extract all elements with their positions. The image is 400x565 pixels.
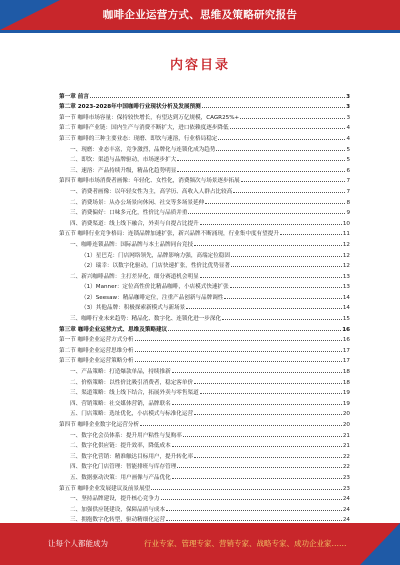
toc-page-number: 13 [342, 273, 350, 280]
toc-entry[interactable] [59, 502, 350, 513]
toc-heading: 内容目录 [169, 58, 230, 73]
toc-page-number: 14 [342, 294, 350, 301]
toc-entry-text: 三、渠道策略：线上线下结合，拓展外卖与零售渠道 [70, 390, 199, 397]
toc-leader-dots [231, 266, 342, 267]
toc-entry[interactable] [59, 269, 350, 280]
toc-leader-dots [194, 457, 342, 458]
toc-entry[interactable] [59, 248, 350, 259]
toc-entry[interactable] [59, 131, 350, 142]
toc-entry-text: 第五节 咖啡行业竞争格局：连锁品牌加速扩张，新兴品牌不断涌现，行业集中度有望提升 [59, 231, 279, 238]
toc-entry[interactable] [59, 206, 350, 217]
toc-leader-dots [90, 97, 345, 98]
toc-page-number: 4 [346, 125, 350, 132]
toc-entry-text: （2）Seesaw：精品咖啡定位，注重产品创新与品牌调性 [81, 294, 224, 301]
toc-entry[interactable] [59, 184, 350, 195]
toc-entry[interactable] [59, 428, 350, 439]
toc-page-number: 3 [346, 93, 350, 100]
toc-page-number: 6 [346, 167, 350, 174]
toc-entry-text: 二、加强供应链建设，保障品质与成本 [70, 506, 166, 513]
toc-leader-dots [177, 467, 342, 468]
toc-entry[interactable] [59, 439, 350, 450]
toc-entry-text: 二、新兴咖啡品牌：主打差异化，细分赛道机会明显 [70, 273, 199, 280]
toc-entry-text: 第二节 咖啡产业链：国内生产与消费不断扩大，进口依赖度逐步降低 [59, 125, 229, 132]
toc-entry[interactable] [59, 354, 350, 365]
toc-leader-dots [166, 520, 342, 521]
toc-entry-text: 三、数字化营销：精准触达目标用户，提升转化率 [70, 453, 194, 460]
toc-leader-dots [222, 319, 342, 320]
toc-page-number: 11 [342, 231, 350, 238]
toc-leader-dots [188, 213, 345, 214]
toc-entry-text: 一、现磨：业态丰富，竞争激烈，品牌化与连锁化成为趋势 [70, 146, 216, 153]
toc-page-number: 19 [342, 390, 350, 397]
toc-page-number: 21 [342, 432, 350, 439]
toc-entry-text: 二、价格策略：以性价比吸引消费者，稳定客单价 [70, 379, 194, 386]
toc-entry[interactable] [59, 100, 350, 111]
toc-entry[interactable] [59, 322, 350, 333]
toc-entry[interactable] [59, 216, 350, 227]
header-blue-rule [0, 30, 400, 33]
toc-page-number: 5 [346, 146, 350, 153]
toc-page-number: 21 [342, 443, 350, 450]
toc-entry-text: 第一节 咖啡市场容量：保持较快增长，有望达到万亿规模，CAGR25%+ [59, 114, 240, 121]
toc-page-number: 13 [342, 284, 350, 291]
report-title: 咖啡企业运营方式、思维及策略研究报告 [102, 9, 298, 21]
toc-entry-text: 三、拥抱数字化转型，驱动精细化运营 [70, 517, 166, 524]
toc-entry-text: 一、数字化会员体系：提升用户粘性与复购率 [70, 432, 182, 439]
toc-entry[interactable] [59, 470, 350, 481]
footer-tagline: 行业专家、管理专家、营销专家、战略专家、成功企业家…… [144, 539, 347, 548]
toc-entry[interactable] [59, 375, 350, 386]
toc-page-number: 16 [342, 326, 350, 333]
toc-entry-text: 三、消费偏好：口味多元化，性价比与品质并重 [70, 210, 188, 217]
toc-page-number: 23 [342, 485, 350, 492]
toc-leader-dots [216, 150, 345, 151]
toc-leader-dots [168, 330, 341, 331]
toc-page-number: 15 [342, 316, 350, 323]
toc-entry[interactable] [59, 174, 350, 185]
toc-leader-dots [194, 414, 342, 415]
toc-entry[interactable] [59, 407, 350, 418]
toc-leader-dots [233, 192, 345, 193]
table-of-contents [59, 89, 350, 534]
toc-leader-dots [135, 351, 342, 352]
toc-entry-text: （2）瑞幸：以数字化驱动，门店快速扩张，性价比优势显著 [81, 263, 230, 270]
toc-page-number: 12 [342, 241, 350, 248]
toc-leader-dots [186, 308, 342, 309]
toc-leader-dots [135, 340, 342, 341]
toc-page-number: 23 [342, 474, 350, 481]
toc-entry[interactable] [59, 449, 350, 460]
toc-entry-text: 三、速溶：产品持续升级，精品化趋势明显 [70, 167, 177, 174]
toc-leader-dots [230, 128, 346, 129]
toc-page-number: 12 [342, 252, 350, 259]
toc-leader-dots [218, 139, 345, 140]
toc-entry-text: 第一章 前言 [59, 93, 89, 100]
toc-page-number: 20 [342, 411, 350, 418]
toc-entry-text: 四、营销策略：社交媒体营销，品牌联名 [70, 400, 171, 407]
toc-entry-text: 第二章 2023-2028年中国咖啡行业现状分析及发展预测 [59, 104, 201, 111]
toc-entry[interactable] [59, 343, 350, 354]
toc-entry[interactable] [59, 290, 350, 301]
toc-entry-text: 第三节 咖啡的三种主要业态：现磨、即饮与速溶，行业格局稳定 [59, 135, 218, 142]
toc-entry[interactable] [59, 481, 350, 492]
toc-page-number: 22 [342, 453, 350, 460]
toc-entry[interactable] [59, 364, 350, 375]
toc-entry[interactable] [59, 386, 350, 397]
toc-page-number: 5 [346, 157, 350, 164]
toc-leader-dots [194, 245, 342, 246]
toc-entry-text: 第三章 咖啡企业运营方式、思维及策略建议 [59, 326, 168, 333]
toc-page-number: 22 [342, 464, 350, 471]
toc-leader-dots [231, 256, 342, 257]
toc-page-number: 12 [342, 263, 350, 270]
toc-entry-text: 二、即饮：渠道与品牌驱动，市场逐步扩大 [70, 157, 177, 164]
toc-leader-dots [200, 277, 342, 278]
toc-page-number: 18 [342, 369, 350, 376]
toc-entry[interactable] [59, 121, 350, 132]
footer-blue-accent [360, 523, 400, 565]
toc-leader-dots [172, 446, 342, 447]
toc-leader-dots [205, 203, 345, 204]
toc-entry-text: 四、消费渠道：线上线下融合，外卖与自提占比提升 [70, 220, 199, 227]
toc-page-number: 24 [342, 506, 350, 513]
toc-entry-text: 一、咖啡连锁品牌：国际品牌与本土品牌同台竞技 [70, 241, 194, 248]
toc-entry[interactable] [59, 280, 350, 291]
toc-leader-dots [166, 510, 342, 511]
toc-page-number: 17 [342, 347, 350, 354]
toc-page-number: 16 [342, 337, 350, 344]
toc-entry-text: 第三节 咖啡企业运营策略分析 [59, 358, 134, 365]
toc-entry[interactable] [59, 333, 350, 344]
toc-leader-dots [140, 425, 342, 426]
toc-page-number: 10 [342, 220, 350, 227]
toc-page-number: 3 [346, 114, 350, 121]
toc-page-number: 7 [346, 178, 350, 185]
toc-leader-dots [172, 404, 342, 405]
toc-entry[interactable] [59, 396, 350, 407]
toc-entry[interactable] [59, 195, 350, 206]
toc-entry-text: 一、产品策略：打造爆款单品，持续推新 [70, 369, 171, 376]
toc-page-number: 9 [346, 210, 350, 217]
toc-entry[interactable] [59, 301, 350, 312]
toc-leader-dots [177, 171, 345, 172]
toc-page-number: 24 [342, 496, 350, 503]
toc-entry[interactable] [59, 227, 350, 238]
toc-entry-text: 五、门店策略：选址优化，小店模式与标准化运营 [70, 411, 194, 418]
toc-page-number: 4 [346, 135, 350, 142]
toc-entry-text: 第五节 咖啡企业发展建议及前景展望 [59, 485, 151, 492]
toc-entry-text: 一、消费者画像：以年轻女性为主，高学历、高收入人群占比较高 [70, 188, 233, 195]
toc-leader-dots [151, 489, 342, 490]
toc-entry-text: 二、数字化供应链：提升效率，降低成本 [70, 443, 171, 450]
toc-page-number: 18 [342, 379, 350, 386]
toc-leader-dots [202, 107, 345, 108]
toc-leader-dots [135, 361, 342, 362]
toc-entry-text: （1）Manner：定位高性价比精品咖啡，小店模式快速扩张 [81, 284, 229, 291]
toc-entry[interactable] [59, 163, 350, 174]
toc-page-number: 24 [342, 517, 350, 524]
toc-page-number: 7 [346, 188, 350, 195]
toc-leader-dots [194, 383, 342, 384]
toc-leader-dots [200, 224, 342, 225]
page-header [0, 0, 400, 34]
toc-entry[interactable] [59, 417, 350, 428]
toc-entry[interactable] [59, 259, 350, 270]
toc-leader-dots [172, 478, 342, 479]
toc-entry[interactable] [59, 311, 350, 322]
toc-entry[interactable] [59, 492, 350, 503]
toc-entry[interactable] [59, 237, 350, 248]
toc-leader-dots [200, 393, 342, 394]
toc-entry[interactable] [59, 89, 350, 100]
toc-leader-dots [240, 118, 345, 119]
toc-entry-text: 三、咖啡行业未来趋势：精品化、数字化、连锁化进一步深化 [70, 316, 222, 323]
toc-entry-text: （3）其他品牌：积极探索新模式与新场景 [81, 305, 186, 312]
toc-entry[interactable] [59, 153, 350, 164]
toc-leader-dots [177, 160, 345, 161]
toc-entry-text: 一、坚持品牌建设，提升核心竞争力 [70, 496, 160, 503]
toc-entry[interactable] [59, 142, 350, 153]
toc-entry-text: 五、数据驱动决策：用户画像与产品优化 [70, 474, 171, 481]
toc-entry-text: （1）星巴克：门店网络领先，品牌影响力强，高端定位稳固 [81, 252, 230, 259]
toc-entry-text: 第四节 咖啡企业数字化运营分析 [59, 422, 140, 428]
toc-leader-dots [224, 298, 341, 299]
toc-page-number: 3 [346, 104, 350, 111]
toc-entry-text: 第二节 咖啡企业运营思维分析 [59, 347, 134, 354]
footer-slogan: 让每个人都能成为 [48, 539, 108, 548]
toc-page-number: 17 [342, 358, 350, 365]
toc-entry[interactable] [59, 513, 350, 524]
toc-leader-dots [172, 372, 342, 373]
toc-page-number: 8 [346, 199, 350, 206]
toc-leader-dots [280, 234, 342, 235]
toc-entry-text: 四、数字化门店管理：智能排班与库存管理 [70, 464, 177, 471]
toc-leader-dots [183, 436, 342, 437]
toc-leader-dots [161, 499, 342, 500]
toc-entry-text: 第一节 咖啡企业运营方式分析 [59, 337, 134, 344]
toc-page-number: 19 [342, 400, 350, 407]
toc-entry-text: 第四节 咖啡市场消费者画像：年轻化、女性化，消费频次与场景逐步拓展 [59, 178, 240, 185]
toc-leader-dots [230, 287, 342, 288]
toc-entry[interactable] [59, 460, 350, 471]
toc-leader-dots [241, 181, 346, 182]
toc-page-number: 14 [342, 305, 350, 312]
toc-entry[interactable] [59, 110, 350, 121]
toc-entry-text: 二、消费场景：从办公场景向休闲、社交等多场景延伸 [70, 199, 205, 206]
toc-page-number: 20 [342, 422, 350, 428]
